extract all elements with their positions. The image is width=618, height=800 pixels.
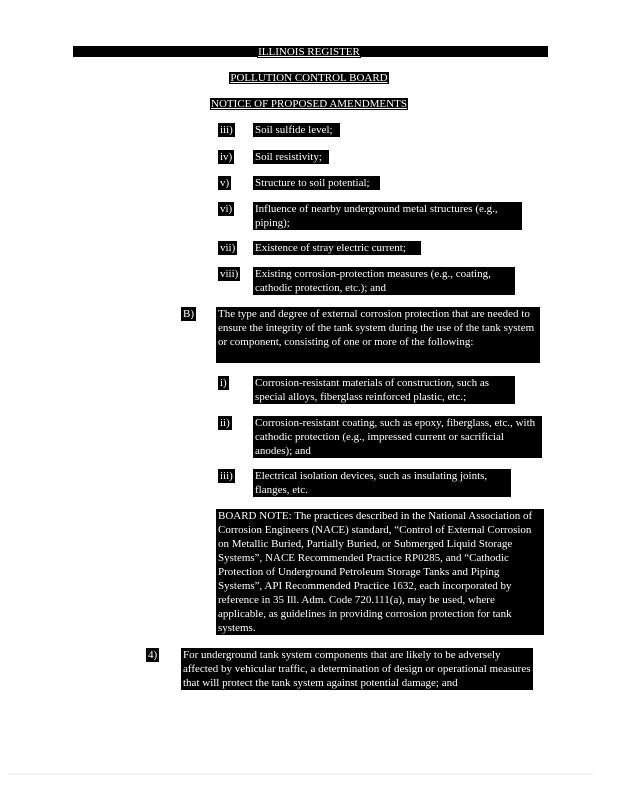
item-label: iv) (220, 151, 233, 163)
section-label: B) (183, 308, 194, 320)
item-label: vii) (220, 242, 236, 254)
item-text: Soil sulfide level; (253, 123, 340, 137)
item-text: Influence of nearby underground metal structures (e.g., piping); (253, 202, 522, 230)
item-text: Existing corrosion-protection measures (e.g., coating, cathodic protection, etc.); and (253, 267, 515, 295)
item-label: viii) (220, 268, 239, 280)
sub-item-label: i) (220, 377, 227, 389)
board-note: BOARD NOTE: The practices described in the National Association of Corrosion Engineers (NACE) standard, “Control of External Corrosion on Metallic Buried, Partially Buried, or Submerged Liquid Storage Systems”, NACE Recommended Practice RP0285, and “Cathodic Protection of Underground Petroleum Storage Tanks and Piping Systems”, API Recommended Practice 1632, each incorporated by reference in 35 Ill. Adm. Code 720.111(a), may be used, where applicable, as guidelines in providing corrosion protection for tank systems. (216, 509, 544, 635)
section-text: The type and degree of external corrosion protection that are needed to ensure the integrity of the tank system during the use of the tank system or component, consisting of one or more of the following: (216, 307, 540, 363)
sub-item-text: Corrosion-resistant materials of construction, such as special alloys, fiberglass reinforced plastic, etc.; (253, 376, 515, 404)
sub-item-text: Corrosion-resistant coating, such as epoxy, fiberglass, etc., with cathodic protection (e.g., impressed current or sacrificial anodes); and (253, 416, 542, 458)
item-text: Structure to soil potential; (253, 176, 380, 190)
section-text: For underground tank system components that are likely to be adversely affected by vehicular traffic, a determination of design or operational measures that will protect the tank system against potential damage; and (181, 648, 533, 690)
item-label: iii) (220, 124, 233, 136)
sub-item-text: Electrical isolation devices, such as insulating joints, flanges, etc. (253, 469, 511, 497)
item-text: Existence of stray electric current; (253, 241, 421, 255)
notice-title: NOTICE OF PROPOSED AMENDMENTS (211, 98, 407, 110)
sub-item-label: ii) (220, 417, 230, 429)
register-title: ILLINOIS REGISTER (258, 46, 360, 58)
board-title: POLLUTION CONTROL BOARD (230, 72, 388, 84)
sub-item-label: iii) (220, 470, 233, 482)
item-label: v) (220, 177, 230, 189)
item-label: vi) (220, 203, 233, 215)
page-edge (8, 773, 593, 775)
section-label: 4) (148, 649, 158, 661)
item-text: Soil resistivity; (253, 150, 329, 164)
